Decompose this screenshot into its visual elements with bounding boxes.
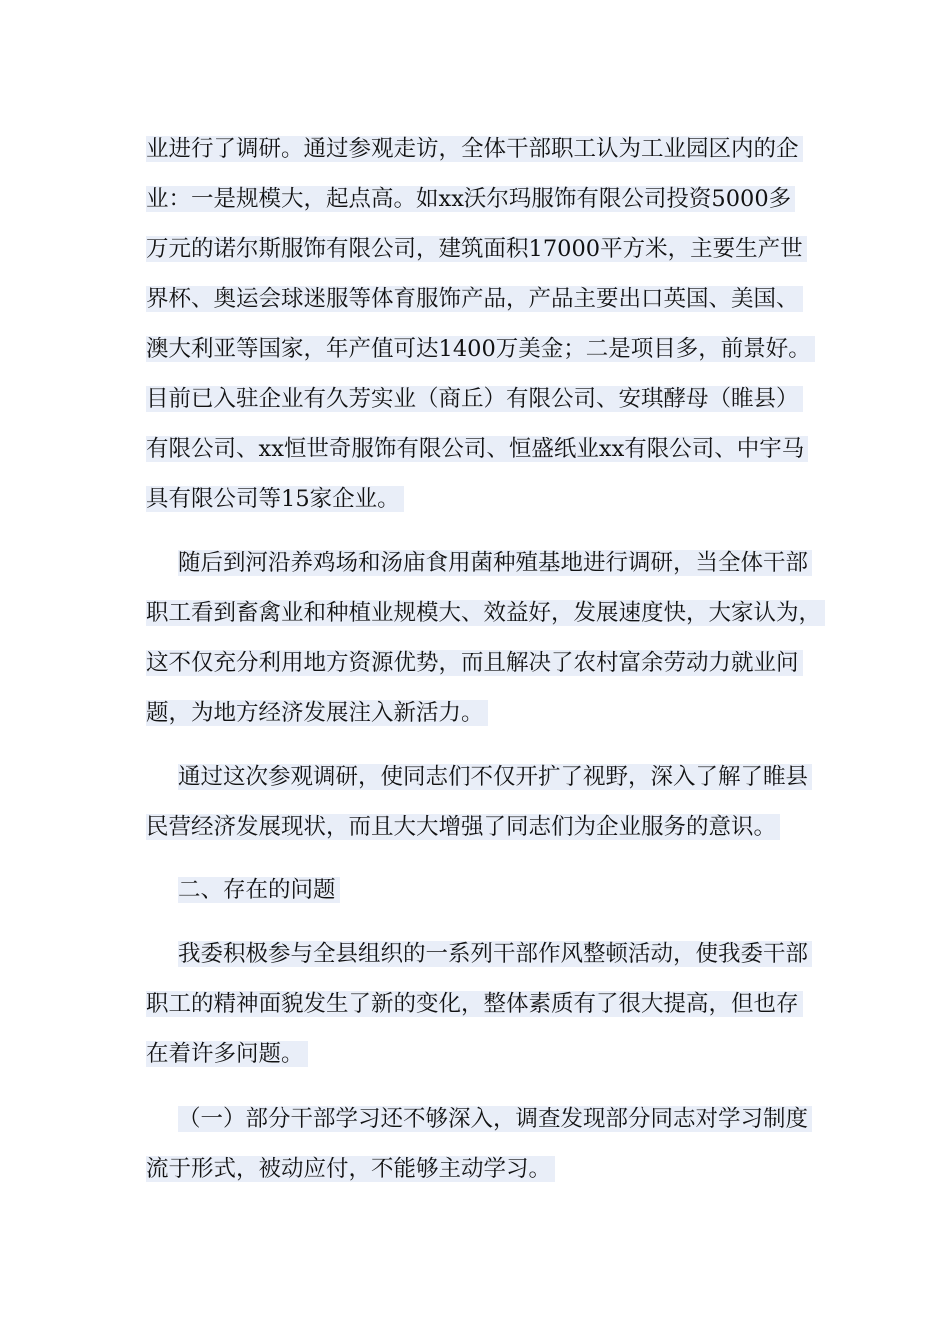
- text-line: 有限公司、xx恒世奇服饰有限公司、恒盛纸业xx有限公司、中宇马: [146, 432, 826, 466]
- text-line: 具有限公司等15家企业。: [146, 482, 826, 516]
- text-line: 二、存在的问题: [146, 873, 826, 907]
- text-line: 澳大利亚等国家，年产值可达1400万美金；二是项目多，前景好。: [146, 332, 826, 366]
- text-line: 民营经济发展现状，而且大大增强了同志们为企业服务的意识。: [146, 810, 826, 844]
- text-line: 界杯、奥运会球迷服等体育服饰产品，产品主要出口英国、美国、: [146, 282, 826, 316]
- text-line: 万元的诺尔斯服饰有限公司，建筑面积17000平方米，主要生产世: [146, 232, 826, 266]
- paragraph-5: [146, 1102, 826, 1202]
- text-line: 题，为地方经济发展注入新活力。: [146, 696, 826, 730]
- text-line: 我委积极参与全县组织的一系列干部作风整顿活动，使我委干部: [146, 937, 826, 971]
- text-line: 随后到河沿养鸡场和汤庙食用菌种殖基地进行调研，当全体干部: [146, 546, 826, 580]
- text-line: 通过这次参观调研，使同志们不仅开扩了视野，深入了解了睢县: [146, 760, 826, 794]
- text-line: 这不仅充分利用地方资源优势，而且解决了农村富余劳动力就业问: [146, 646, 826, 680]
- text-line: 业进行了调研。通过参观走访，全体干部职工认为工业园区内的企: [146, 132, 826, 166]
- paragraph-3: [146, 760, 826, 860]
- text-line: 职工的精神面貌发生了新的变化，整体素质有了很大提高，但也存: [146, 987, 826, 1021]
- text-line: 在着许多问题。: [146, 1037, 826, 1071]
- text-line: 流于形式，被动应付，不能够主动学习。: [146, 1152, 826, 1186]
- paragraph-2: [146, 546, 826, 746]
- text-line: （一）部分干部学习还不够深入，调查发现部分同志对学习制度: [146, 1102, 826, 1136]
- paragraph-1: [146, 132, 826, 532]
- text-line: 目前已入驻企业有久芳实业（商丘）有限公司、安琪酵母（睢县）: [146, 382, 826, 416]
- text-line: 业：一是规模大，起点高。如xx沃尔玛服饰有限公司投资5000多: [146, 182, 826, 216]
- section-heading: [146, 873, 826, 923]
- text-line: 职工看到畜禽业和种植业规模大、效益好，发展速度快，大家认为，: [146, 596, 826, 630]
- paragraph-4: [146, 937, 826, 1087]
